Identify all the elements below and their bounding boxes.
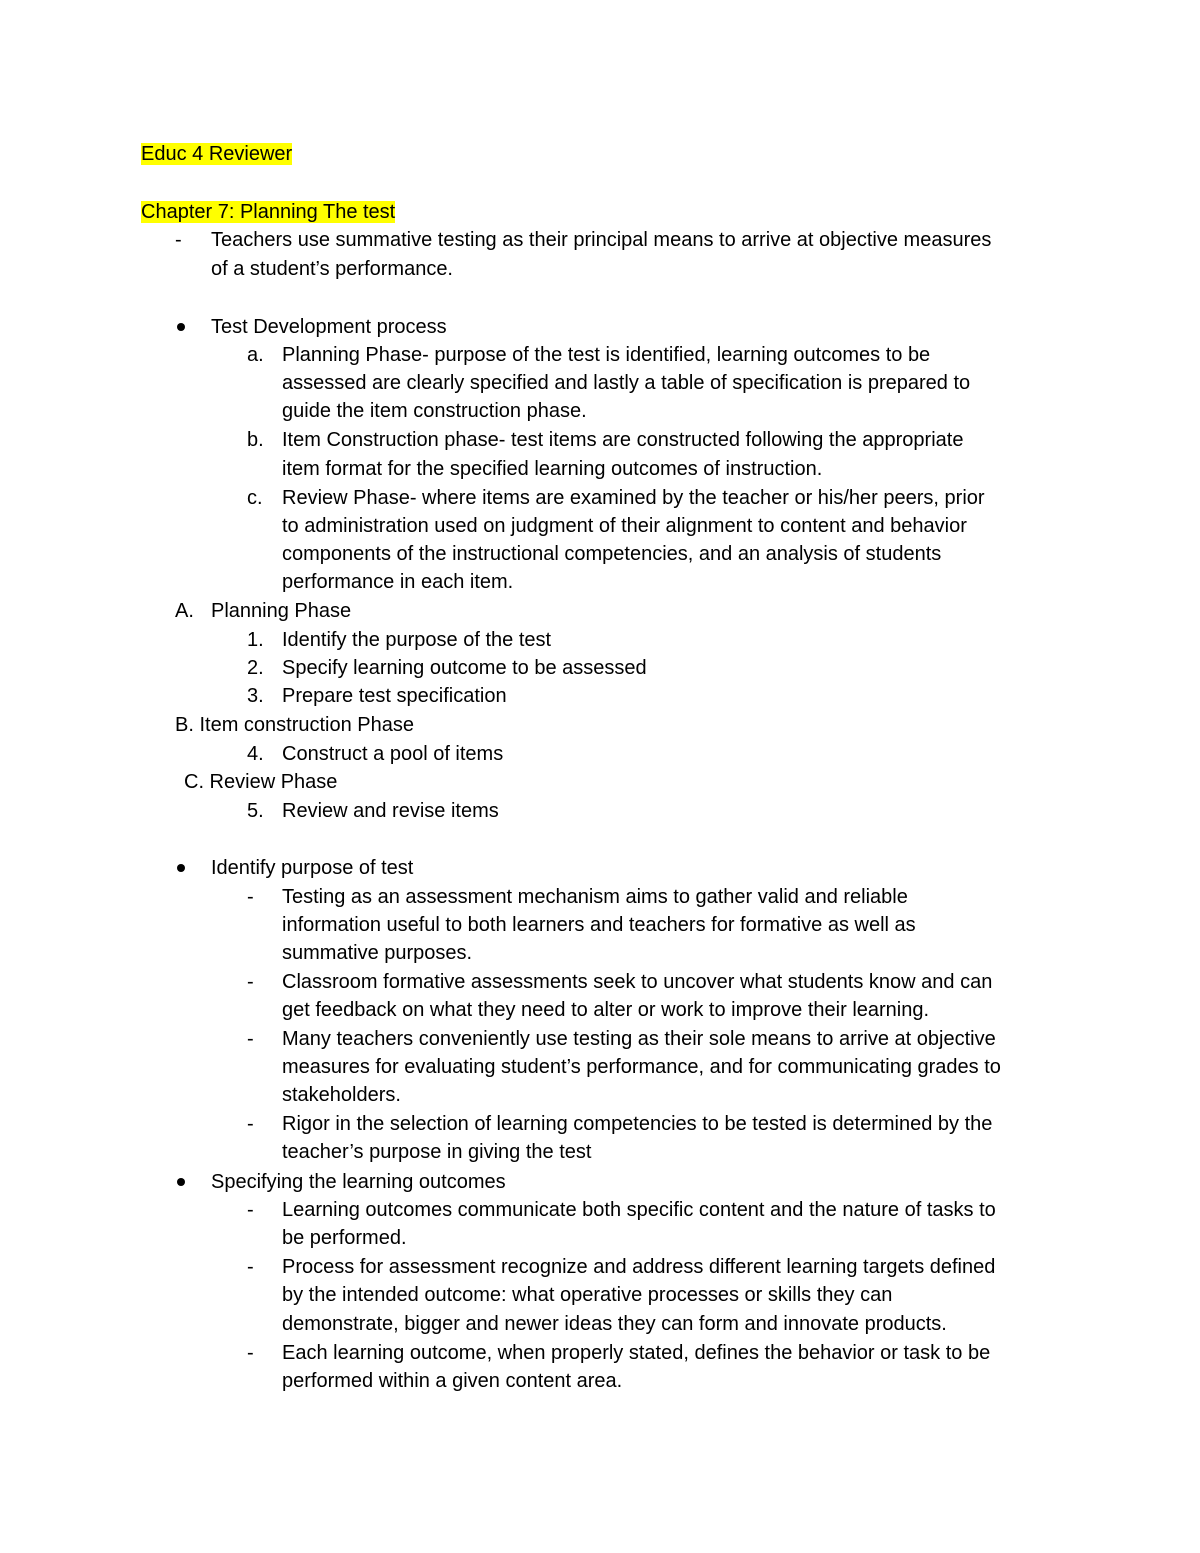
list-marker: a.: [247, 344, 264, 366]
list-item-line: Review Phase- where items are examined by the teacher or his/her peers, prior: [282, 487, 985, 509]
list-dash: -: [247, 1199, 254, 1221]
list-dash: -: [247, 971, 254, 993]
document-title: [141, 142, 292, 166]
list-item-line: by the intended outcome: what operative processes or skills they can: [282, 1284, 893, 1306]
step-marker: 5.: [247, 800, 264, 822]
list-marker: c.: [247, 487, 263, 509]
list-item-line: get feedback on what they need to alter or work to improve their learning.: [282, 999, 930, 1021]
list-dash: -: [247, 886, 254, 908]
list-item-line: performance in each item.: [282, 571, 514, 593]
list-item-line: assessed are clearly specified and lastly a table of specification is prepared to: [282, 372, 971, 394]
list-item-line: Many teachers conveniently use testing as their sole means to arrive at objective: [282, 1028, 996, 1050]
step-text: Identify the purpose of the test: [282, 629, 552, 651]
phase-marker: A.: [175, 600, 194, 622]
list-marker: b.: [247, 429, 264, 451]
intro-dash: -: [175, 229, 182, 251]
list-item-line: Learning outcomes communicate both specific content and the nature of tasks to: [282, 1199, 996, 1221]
list-item-line: to administration used on judgment of their alignment to content and behavior: [282, 515, 967, 537]
intro-line: of a student’s performance.: [211, 258, 453, 280]
list-dash: -: [247, 1028, 254, 1050]
list-item-line: be performed.: [282, 1227, 407, 1249]
list-item-line: stakeholders.: [282, 1084, 401, 1106]
list-item-line: Each learning outcome, when properly stated, defines the behavior or task to be: [282, 1342, 991, 1364]
list-item-line: components of the instructional competencies, and an analysis of students: [282, 543, 942, 565]
bullet-icon: [177, 323, 185, 331]
outcomes-heading: Specifying the learning outcomes: [211, 1171, 506, 1193]
step-marker: 1.: [247, 629, 264, 651]
step-marker: 4.: [247, 743, 264, 765]
list-item-line: measures for evaluating student’s performance, and for communicating grades to: [282, 1056, 1001, 1078]
chapter-heading-text: Chapter 7: Planning The test: [141, 201, 396, 223]
step-text: Review and revise items: [282, 800, 499, 822]
list-dash: -: [247, 1342, 254, 1364]
list-dash: -: [247, 1113, 254, 1135]
purpose-heading: Identify purpose of test: [211, 857, 414, 879]
list-item-line: guide the item construction phase.: [282, 400, 587, 422]
intro-line: Teachers use summative testing as their principal means to arrive at objective measures: [211, 229, 992, 251]
step-text: Construct a pool of items: [282, 743, 504, 765]
list-item-line: summative purposes.: [282, 942, 473, 964]
list-item-line: Rigor in the selection of learning competencies to be tested is determined by the: [282, 1113, 993, 1135]
list-item-line: Planning Phase- purpose of the test is identified, learning outcomes to be: [282, 344, 931, 366]
list-item-line: teacher’s purpose in giving the test: [282, 1141, 592, 1163]
step-marker: 2.: [247, 657, 264, 679]
step-marker: 3.: [247, 685, 264, 707]
phase-heading: C. Review Phase: [184, 771, 338, 793]
list-item-line: Process for assessment recognize and address different learning targets defined: [282, 1256, 996, 1278]
list-dash: -: [247, 1256, 254, 1278]
phase-heading: B. Item construction Phase: [175, 714, 415, 736]
step-text: Specify learning outcome to be assessed: [282, 657, 647, 679]
list-item-line: Testing as an assessment mechanism aims to gather valid and reliable: [282, 886, 908, 908]
list-item-line: performed within a given content area.: [282, 1370, 623, 1392]
document-title-text: Educ 4 Reviewer: [141, 143, 293, 165]
bullet-icon: [177, 1178, 185, 1186]
phase-heading: Planning Phase: [211, 600, 352, 622]
bullet-icon: [177, 864, 185, 872]
chapter-heading: [141, 200, 395, 224]
list-item-line: Classroom formative assessments seek to uncover what students know and can: [282, 971, 993, 993]
list-item-line: Item Construction phase- test items are constructed following the appropriate: [282, 429, 964, 451]
list-item-line: information useful to both learners and teachers for formative as well as: [282, 914, 916, 936]
test-dev-heading: Test Development process: [211, 316, 447, 338]
list-item-line: demonstrate, bigger and newer ideas they can form and innovate products.: [282, 1313, 947, 1335]
list-item-line: item format for the specified learning outcomes of instruction.: [282, 458, 823, 480]
step-text: Prepare test specification: [282, 685, 507, 707]
